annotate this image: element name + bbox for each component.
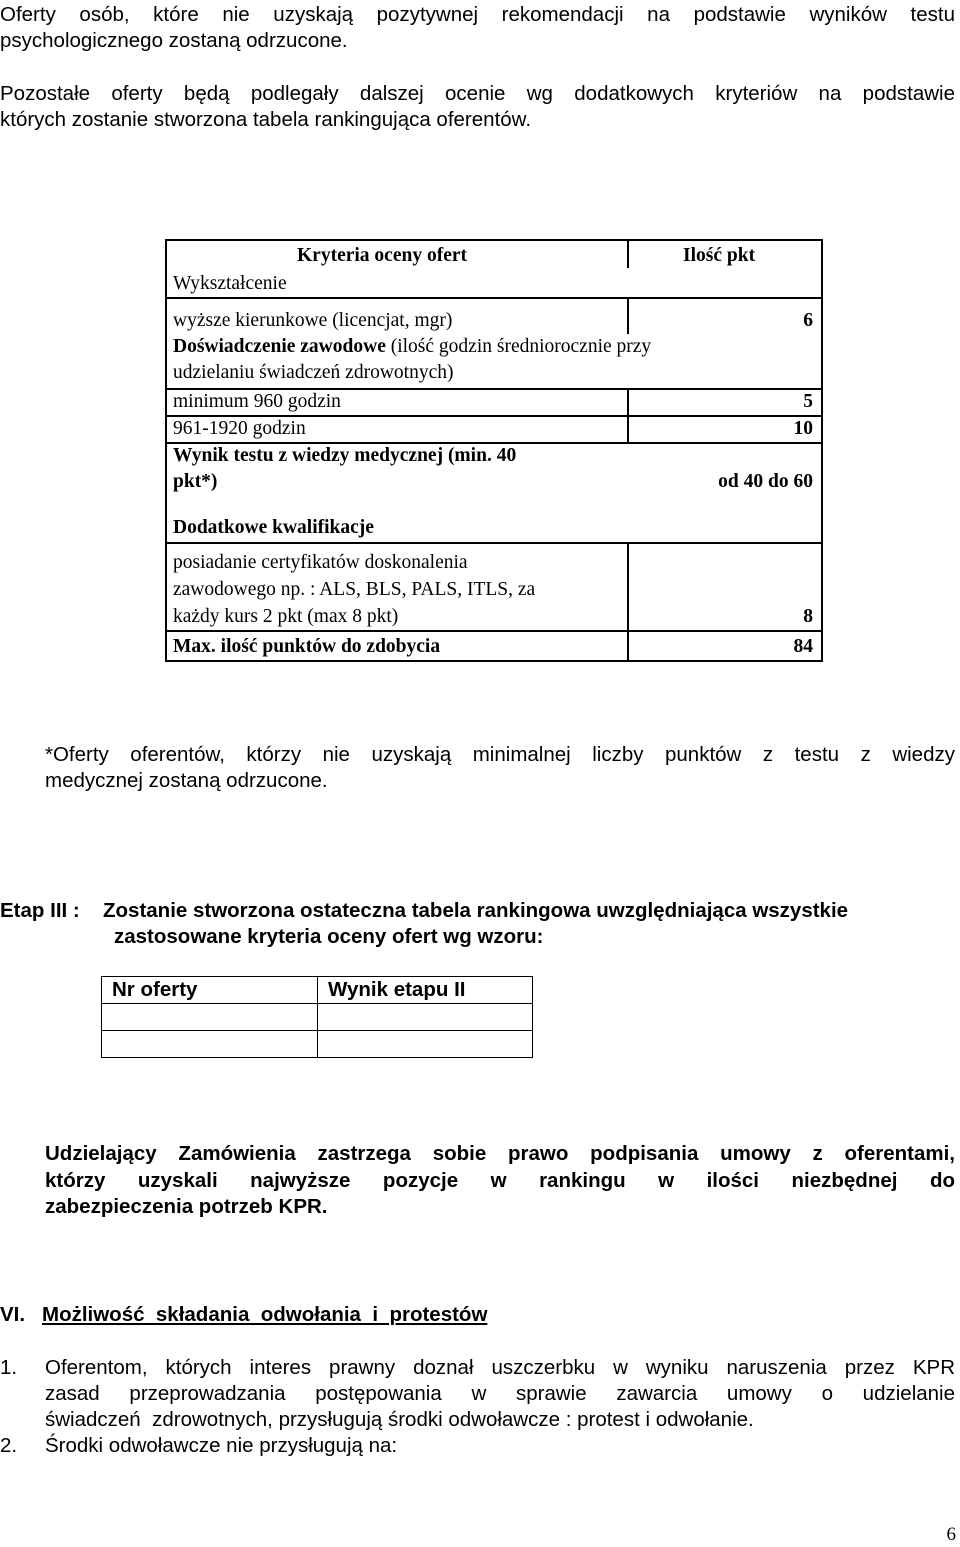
etap3-label: Etap III :	[0, 899, 80, 922]
footnote-line-1: *Oferty oferentów, którzy nie uzyskają minimalnej liczby punktów z testu z wiedzy	[45, 743, 955, 766]
reservation-line-2: którzy uzyskali najwyższe pozycje w rankingu w ilości niezbędnej do	[45, 1169, 955, 1192]
list-item-1-line-1: Oferentom, których interes prawny doznał uszczerbku w wyniku naruszenia przez KPR	[45, 1356, 955, 1379]
intro-paragraph-1-line-2: psychologicznego zostaną odrzucone.	[0, 29, 348, 52]
experience-heading-bold: Doświadczenie zawodowe	[173, 336, 386, 357]
list-item-1-number: 1.	[0, 1356, 18, 1379]
experience-heading-rest: (ilość godzin średniorocznie przy	[385, 336, 652, 357]
extra-points: 8	[803, 606, 813, 627]
criteria-header-row	[167, 241, 821, 297]
test-row	[167, 442, 821, 500]
ranking-empty-cell	[318, 1004, 533, 1031]
max-label	[173, 633, 440, 660]
ranking-empty-cell	[318, 1031, 533, 1058]
experience-min-points: 5	[803, 391, 813, 412]
experience-heading	[173, 333, 651, 360]
footnote-line-2: medycznej zostaną odrzucone.	[45, 769, 328, 792]
extra-heading-row	[167, 500, 821, 542]
ranking-col-nr: Nr oferty	[102, 977, 318, 1004]
max-row	[167, 630, 821, 660]
list-item-2-number: 2.	[0, 1434, 18, 1457]
education-points: 6	[803, 310, 813, 331]
test-label-line-2: pkt*)	[173, 471, 218, 492]
etap3-line-1: Zostanie stworzona ostateczna tabela rankingowa uwzględniająca wszystkie	[103, 899, 849, 922]
header-criteria: Kryteria oceny ofert	[297, 245, 467, 266]
ranking-empty-row	[102, 1004, 533, 1031]
ranking-empty-row	[102, 1031, 533, 1058]
extra-row	[167, 542, 821, 630]
intro-paragraph-2-line-1: Pozostałe oferty będą podlegały dalszej ocenie wg dodatkowych kryteriów na podstawie	[0, 82, 955, 105]
test-points: od 40 do 60	[718, 471, 813, 492]
etap3-line-2: zastosowane kryteria oceny ofert wg wzoru:	[114, 925, 544, 948]
ranking-empty-cell	[102, 1004, 318, 1031]
extra-line-2: zawodowego np. : ALS, BLS, PALS, ITLS, za	[173, 579, 536, 600]
ranking-table	[101, 976, 533, 1058]
section-6-number: VI.	[0, 1303, 26, 1326]
test-label-line-1: Wynik testu z wiedzy medycznej (min. 40	[173, 445, 517, 466]
list-item-2-line-1: Środki odwoławcze nie przysługują na:	[45, 1434, 398, 1457]
header-points: Ilość pkt	[683, 245, 756, 266]
max-points: 84	[793, 636, 813, 657]
page-number: 6	[946, 1524, 956, 1545]
experience-range-points: 10	[793, 418, 813, 439]
extra-line-3: każdy kurs 2 pkt (max 8 pkt)	[173, 606, 399, 627]
list-item-1-line-2: zasad przeprowadzania postępowania w sprawie zawarcia umowy o udzielanie	[45, 1382, 955, 1405]
experience-min-label: minimum 960 godzin	[173, 391, 341, 412]
ranking-col-result: Wynik etapu II	[318, 977, 533, 1004]
experience-range-label: 961-1920 godzin	[173, 418, 306, 439]
intro-paragraph-1-line-1: Oferty osób, które nie uzyskają pozytywnej rekomendacji na podstawie wyników testu	[0, 3, 955, 26]
max-label-bold: Max	[173, 636, 211, 657]
intro-paragraph-2-line-2: których zostanie stworzona tabela rankingująca oferentów.	[0, 108, 532, 131]
education-item: wyższe kierunkowe (licencjat, mgr)	[173, 310, 453, 331]
extra-line-1: posiadanie certyfikatów doskonalenia	[173, 552, 468, 573]
experience-range-row	[167, 415, 821, 442]
reservation-line-1: Udzielający Zamówienia zastrzega sobie prawo podpisania umowy z oferentami,	[45, 1142, 955, 1165]
experience-heading-row	[167, 334, 821, 388]
reservation-line-3: zabezpieczenia potrzeb KPR.	[45, 1195, 328, 1218]
experience-min-row	[167, 388, 821, 415]
education-heading: Wykształcenie	[173, 273, 287, 294]
extra-heading: Dodatkowe kwalifikacje	[173, 517, 374, 538]
criteria-table	[165, 239, 823, 662]
education-row	[167, 297, 821, 334]
list-item-1-line-3: świadczeń zdrowotnych, przysługują środki odwoławcze : protest i odwołanie.	[45, 1408, 754, 1431]
ranking-header-row	[102, 977, 533, 1004]
max-label-rest: . ilość punktów do zdobycia	[210, 636, 441, 657]
ranking-empty-cell	[102, 1031, 318, 1058]
experience-heading-line-2: udzielaniu świadczeń zdrowotnych)	[173, 362, 454, 383]
section-6-title: Możliwość składania odwołania i protestów	[42, 1303, 488, 1326]
